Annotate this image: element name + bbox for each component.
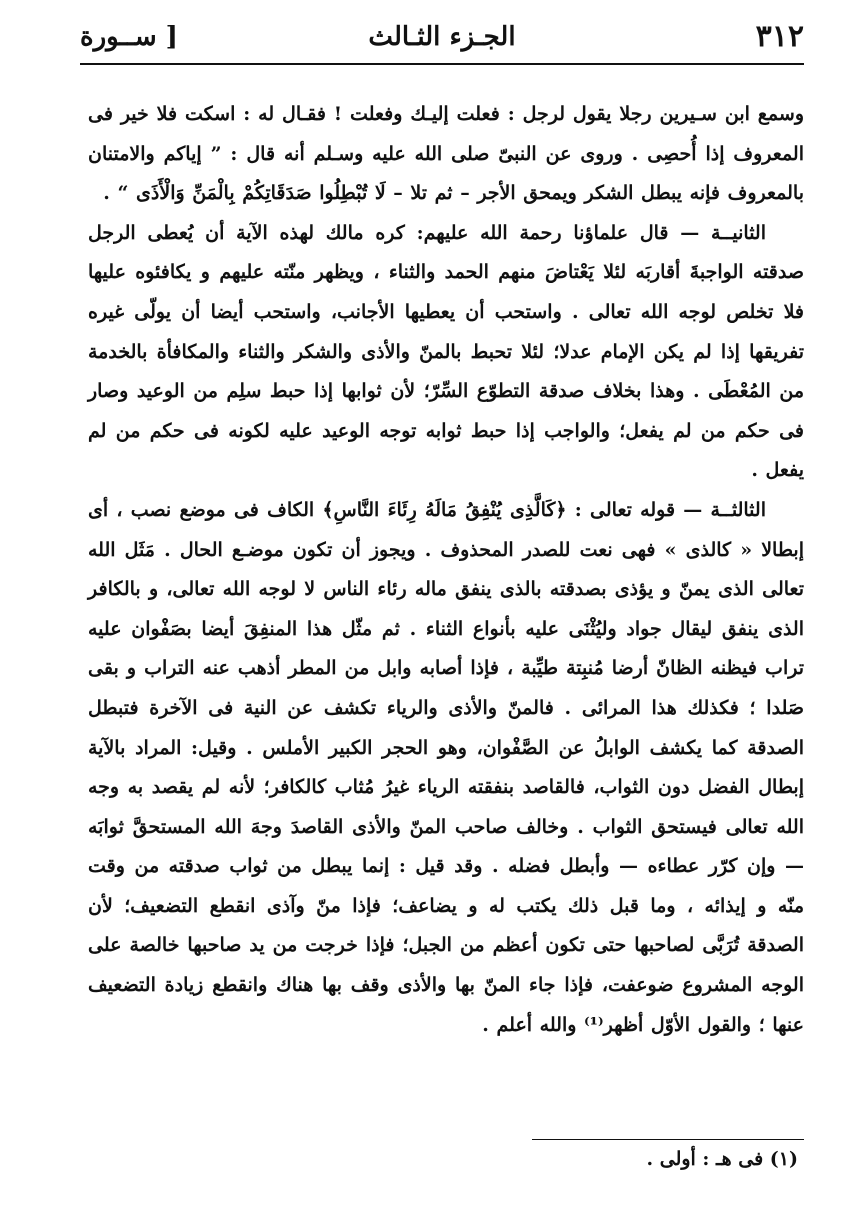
paragraph-second-issue: الثانيــة — قال علماؤنا رحمة الله عليهم: كره مالك لهذه الآية أن يُعطى الرجل صدقته الواجبةَ أقاربَه لئلا يَعْتاضَ منهم الحمد والثناء ، ويظهر منّته عليهم و يكافئوه عليها فلا تخلص لوجه الله تعالى . واستحب أن يعطيها الأجانب، واستحب أيضا أن يولّى غيره تفريقها إذا لم يكن الإمام عدلا؛ لئلا تحبط بالمنّ والأذى والشكر والثناء والمكافأة بالخدمة من المُعْطَى . وهذا بخلاف صدقة التطوّع السِّرّ؛ لأن ثوابها إذا حبط سلِم من الوعيد وصار فى حكم من لم يفعل؛ والواجب إذا حبط ثوابه توجه الوعيد عليه لكونه فى حكم من لم يفعل . xyxy=(88,221,804,482)
footnote-divider xyxy=(532,1139,804,1140)
main-text xyxy=(88,95,804,1045)
page-header xyxy=(80,14,804,64)
footnote: (١) فى هـ : أولى . xyxy=(646,1148,798,1170)
surah-label: [ ســورة xyxy=(80,22,178,52)
page-number: ٣١٢ xyxy=(755,19,804,54)
running-title: الجـزء الثـالث xyxy=(368,22,516,52)
paragraph-third-issue: الثالثــة — قوله تعالى : ﴿كَالَّذِى يُنْفِقُ مَالَهُ رِئَاءَ النَّاسِ﴾ الكاف فى موضع نصب ، أى إبطالا « كالذى » فهى نعت للصدر المحذوف . ويجوز أن تكون موضـع الحال . مَثَل الله تعالى الذى يمنّ و يؤذى بصدقته بالذى ينفق ماله رئاء الناس لا لوجه الله تعالى، و بالكافر الذى ينفق ليقال جواد وليُثْنَى عليه بأنواع الثناء . ثم مثّل هذا المنفِقَ أيضا بصَفْوان عليه تراب فيظنه الظانّ أرضا مُنبِتة طيِّبة ، فإذا أصابه وابل من المطر أذهب عنه التراب و بقى صَلدا ؛ فكذلك هذا المرائى . فالمنّ والأذى والرياء تكشف عن النية فى الآخرة فتبطل الصدقة كما يكشف الوابلُ عن الصَّفْوان، وهو الحجر الكبير الأملس . وقيل: المراد بالآية إبطال الفضل دون الثواب، فالقاصد بنفقته الرياء غيرُ مُثاب كالكافر؛ لأنه لم يقصد به وجه الله تعالى فيستحق الثواب . وخالف صاحب المنّ والأذى القاصدَ وجهَ الله المستحقَّ ثوابَه — وإن كرّر عطاءه — وأبطل فضله . وقد قيل : إنما يبطل من ثواب صدقته من وقت منّه و إيذائه ، وما قبل ذلك يكتب له و يضاعف؛ فإذا منّ وآذى انقطع التضعيف؛ لأن الصدقة تُرَبَّى لصاحبها حتى تكون أعظم من الجبل؛ فإذا خرجت من يد صاحبها خالصة على الوجه المشروع ضوعفت، فإذا جاء المنّ بها والأذى وقف بها هناك وانقطع زيادة التضعيف عنها ؛ والقول الأوّل أظهر⁽¹⁾ والله أعلم . xyxy=(88,498,804,1036)
header-divider xyxy=(80,63,804,65)
paragraph-intro: وسمع ابن سـيرين رجلا يقول لرجل : فعلت إليـك وفعلت ! فقـال له : اسكت فلا خير فى المعروف إذا أُحصِى . وروى عن النبىّ صلى الله عليه وسـلم أنه قال : ” إياكم والامتنان بالمعروف فإنه يبطل الشكر ويمحق الأجر – ثم تلا – لَا تُبْطِلُوا صَدَقَاتِكُمْ بِالْمَنِّ وَالْأَذَى “ . xyxy=(88,103,804,205)
